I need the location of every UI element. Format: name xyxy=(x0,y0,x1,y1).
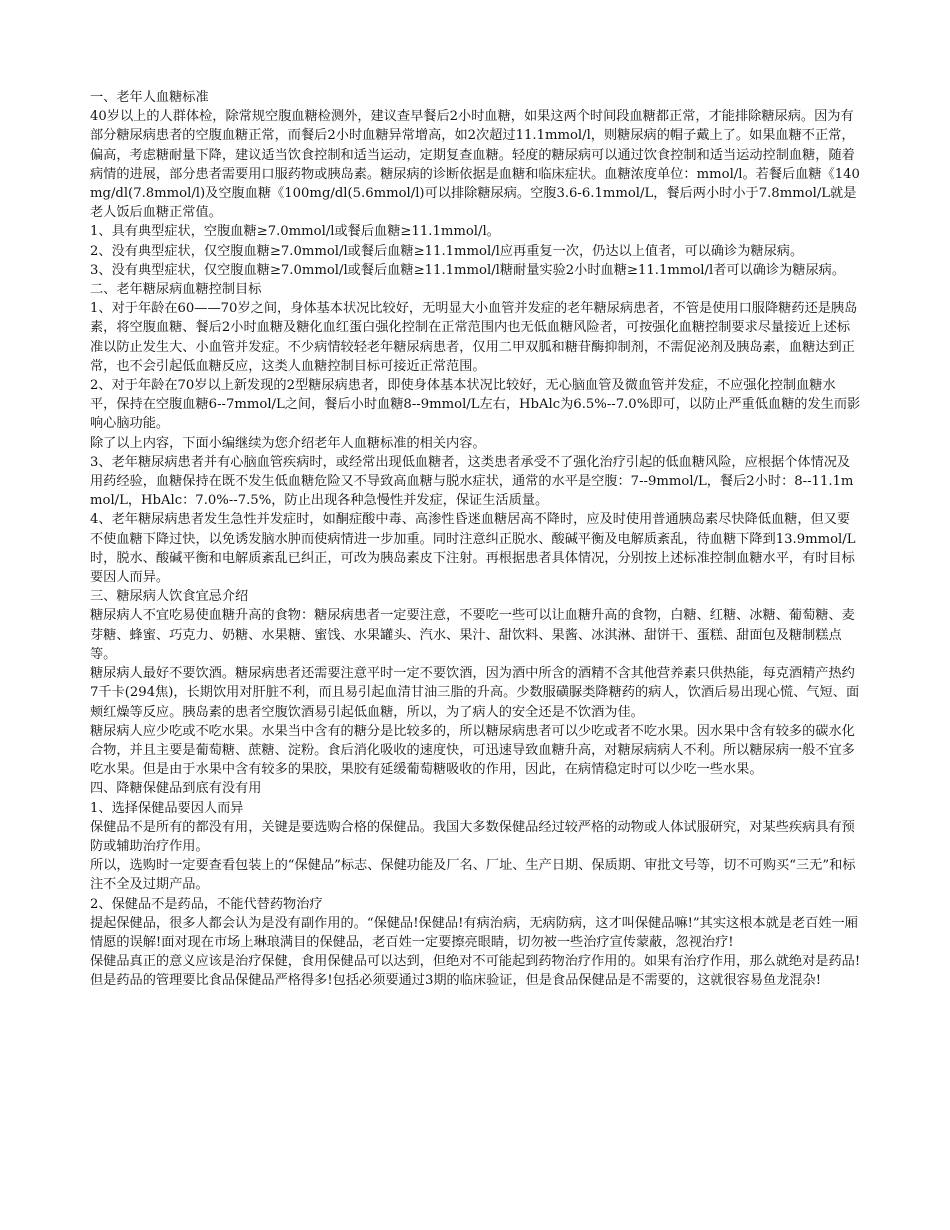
paragraph: 糖尿病人应少吃或不吃水果。水果当中含有的糖分是比较多的，所以糖尿病患者可以少吃或者不吃水果。因水果中含有较多的碳水化合物，并且主要是葡萄糖、蔗糖、淀粉。食后消化吸收的速度快，可迅速导致血糖升高，对糖尿病病人不利。所以糖尿病一般不宜多吃水果。但是由于水果中含有较多的果胶，果胶有延缓葡萄糖吸收的作用，因此，在病情稳定时可以少吃一些水果。 xyxy=(90,723,855,778)
list-item: 4、老年糖尿病患者发生急性并发症时，如酮症酸中毒、高渗性昏迷血糖居高不降时，应及时使用普通胰岛素尽快降低血糖，但又要不使血糖下降过快，以免诱发脑水肿而使病情进一步加重。同时注意纠正脱水、酸碱平衡及电解质紊乱，待血糖下降到13.9mmol/L时，脱水、酸碱平衡和电解质紊乱已纠正，可改为胰岛素皮下注射。再根据患者具体情况，分别按上述标准控制血糖水平，有时目标要因人而异。 xyxy=(90,512,856,586)
list-item: 1、具有典型症状，空腹血糖≥7.0mmol/l或餐后血糖≥11.1mmol/l。 xyxy=(90,224,500,240)
subheading: 2、保健品不是药品，不能代替药物治疗 xyxy=(90,896,323,912)
section-heading-control-targets: 二、老年糖尿病血糖控制目标 xyxy=(90,282,262,298)
section-heading-blood-sugar-standard: 一、老年人血糖标准 xyxy=(90,90,209,105)
paragraph: 糖尿病人不宜吃易使血糖升高的食物：糖尿病患者一定要注意，不要吃一些可以让血糖升高的食物，白糖、红糖、冰糖、葡萄糖、麦芽糖、蜂蜜、巧克力、奶糖、水果糖、蜜饯、水果罐头、汽水、果汁、甜饮料、果酱、冰淇淋、甜饼干、蛋糕、甜面包及糖制糕点等。 xyxy=(90,608,855,662)
list-item: 2、没有典型症状，仅空腹血糖≥7.0mmol/l或餐后血糖≥11.1mmol/l应再重复一次，仍达以上值者，可以确诊为糖尿病。 xyxy=(90,243,804,259)
paragraph: 保健品不是所有的都没有用，关键是要选购合格的保健品。我国大多数保健品经过较严格的动物或人体试服研究，对某些疾病具有预防或辅助治疗作用。 xyxy=(90,819,855,854)
paragraph: 所以，选购时一定要查看包装上的“保健品”标志、保健功能及厂名、厂址、生产日期、保质期、审批文号等，切不可购买“三无”和标注不全及过期产品。 xyxy=(90,858,856,893)
paragraph: 40岁以上的人群体检，除常规空腹血糖检测外，建议查早餐后2小时血糖，如果这两个时间段血糖都正常，才能排除糖尿病。因为有部分糖尿病患者的空腹血糖正常，而餐后2小时血糖异常增高，如2次超过11.1mmol/l，则糖尿病的帽子戴上了。如果血糖不正常，偏高，考虑糖耐量下降，建议适当饮食控制和适当运动，定期复查血糖。轻度的糖尿病可以通过饮食控制和适当运动控制血糖，随着病情的进展，部分患者需要用口服药物或胰岛素。糖尿病的诊断依据是血糖和临床症状。血糖浓度单位：mmol/l。若餐后血糖《140mg/dl(7.8mmol/l)及空腹血糖《100mg/dl(5.6mmol/l)可以排除糖尿病。空腹3.6-6.1mmol/L，餐后两小时小于7.8mmol/L就是老人饭后血糖正常值。 xyxy=(90,109,860,221)
list-item: 3、老年糖尿病患者并有心脑血管疾病时，或经常出现低血糖者，这类患者承受不了强化治疗引起的低血糖风险，应根据个体情况及用药经验，血糖保持在既不发生低血糖危险又不导致高血糖与脱水症状，通常的水平是空腹：7--9mmol/L，餐后2小时：8--11.1mmol/L，HbAlc：7.0%--7.5%，防止出现各种急慢性并发症，保证生活质量。 xyxy=(90,454,854,509)
paragraph: 提起保健品，很多人都会认为是没有副作用的。“保健品!保健品!有病治病，无病防病，这才叫保健品嘛!”其实这根本就是老百姓一厢情愿的误解!面对现在市场上琳琅满目的保健品，老百姓一定要擦亮眼睛，切勿被一些治疗宣传蒙蔽，忽视治疗! xyxy=(90,915,858,950)
list-item: 3、没有典型症状，仅空腹血糖≥7.0mmol/l或餐后血糖≥11.1mmol/l糖耐量实验2小时血糖≥11.1mmol/l者可以确诊为糖尿病。 xyxy=(90,262,846,278)
section-heading-diet: 三、糖尿病人饮食宜忌介绍 xyxy=(90,589,249,605)
paragraph: 保健品真正的意义应该是治疗保健，食用保健品可以达到，但绝对不可能起到药物治疗作用的。如果有治疗作用，那么就绝对是药品!但是药品的管理要比食品保健品严格得多!包括必须要通过3期的临床验证，但是食品保健品是不需要的，这就很容易鱼龙混杂! xyxy=(90,954,861,989)
subheading: 1、选择保健品要因人而异 xyxy=(90,800,244,816)
list-item: 2、对于年龄在70岁以上新发现的2型糖尿病患者，即使身体基本状况比较好，无心脑血管及微血管并发症，不应强化控制血糖水平，保持在空腹血糖6--7mmol/L之间，餐后小时血糖8--9mmol/L左右，HbAlc为6.5%--7.0%即可，以防止严重低血糖的发生而影响心脑功能。 xyxy=(90,378,861,432)
paragraph: 除了以上内容，下面小编继续为您介绍老年人血糖标准的相关内容。 xyxy=(90,435,486,451)
paragraph: 糖尿病人最好不要饮酒。糖尿病患者还需要注意平时一定不要饮酒，因为酒中所含的酒精不含其他营养素只供热能，每克酒精产热约7千卡(294焦)，长期饮用对肝脏不利，而且易引起血清甘油三脂的升高。少数服磺脲类降糖药的病人，饮酒后易出现心慌、气短、面颊红燥等反应。胰岛素的患者空腹饮酒易引起低血糖，所以，为了病人的安全还是不饮酒为佳。 xyxy=(90,666,860,720)
section-heading-supplements: 四、降糖保健品到底有没有用 xyxy=(90,781,262,797)
list-item: 1、对于年龄在60——70岁之间，身体基本状况比较好，无明显大小血管并发症的老年糖尿病患者，不管是使用口服降糖药还是胰岛素，将空腹血糖、餐后2小时血糖及糖化血红蛋白强化控制在正常范围内也无低血糖风险者，可按强化血糖控制要求尽量接近上述标准以防止发生大、小血管并发症。不少病情较轻老年糖尿病患者，仅用二甲双胍和糖苷酶抑制剂，不需促泌剂及胰岛素，血糖达到正常，也不会引起低血糖反应，这类人血糖控制目标可接近正常范围。 xyxy=(90,301,858,374)
